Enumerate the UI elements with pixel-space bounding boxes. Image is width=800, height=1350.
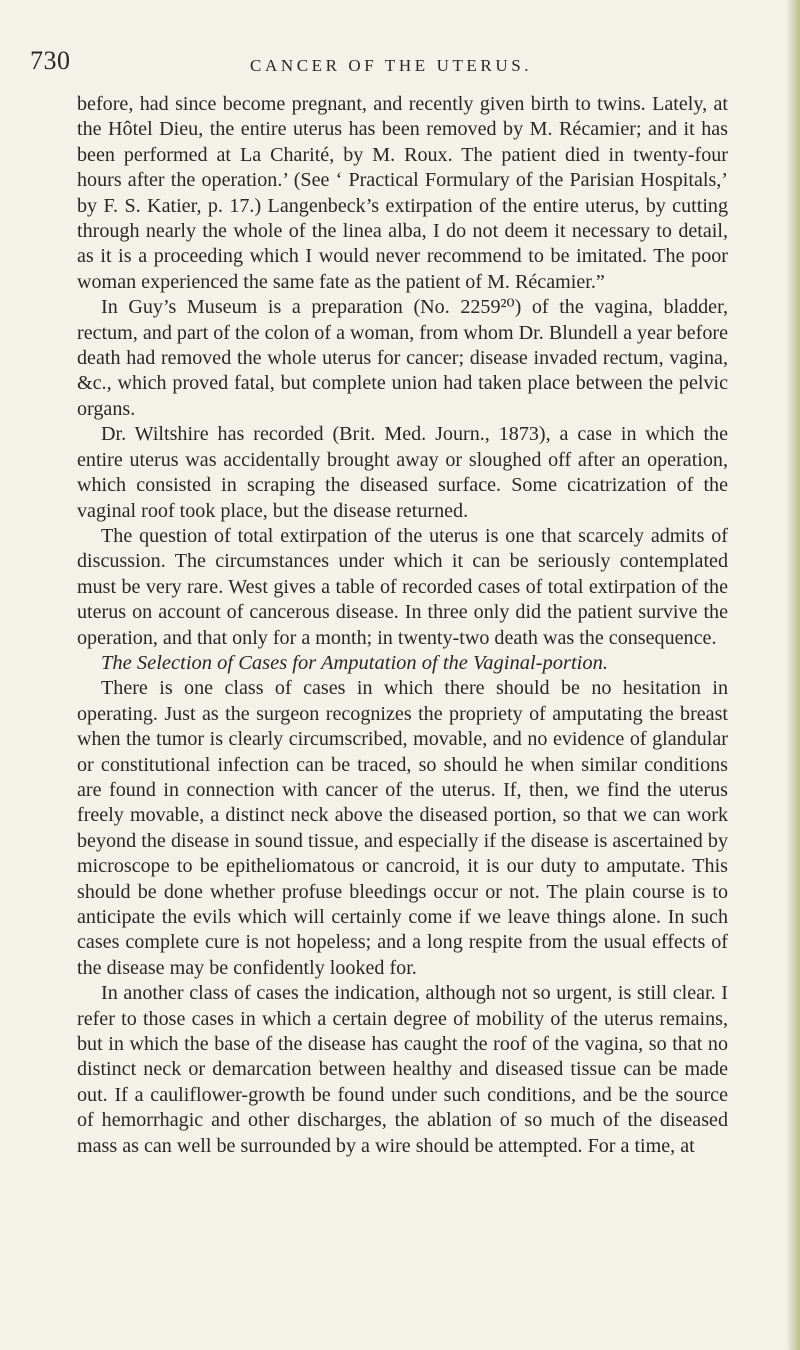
- running-head: CANCER OF THE UTERUS.: [250, 56, 533, 75]
- paragraph: In another class of cases the indication, although not so urgent, is still clear. I refer to those cases in which a certain degree of mobility of the uterus remains, but in which the base of the disease has caught the roof of the vagina, so that no distinct neck or demarcation between healthy and diseased tissue can be made out. If a cauliflower-growth be found under such conditions, and be the source of hemorrhagic and other discharges, the ablation of so much of the diseased mass as can well be surrounded by a wire should be attempted. For a time, at: [77, 982, 728, 1157]
- body-text: [77, 92, 728, 1159]
- page-number: 730: [30, 46, 71, 75]
- paragraph: The question of total extirpation of the uterus is one that scarcely admits of discussion. The circumstances under which it can be seriously contemplated must be very rare. West gives a table of recorded cases of total extirpation of the uterus on account of cancerous disease. In three only did the patient survive the operation, and that only for a month; in twenty-two death was the consequence.: [77, 524, 728, 649]
- paragraph: before, had since become pregnant, and recently given birth to twins. Lately, at the Hôtel Dieu, the entire uterus has been removed by M. Récamier; and it has been performed at La Charité, by M. Roux. The patient died in twenty-four hours after the operation.’ (See ‘ Practical Formulary of the Parisian Hospitals,’ by F. S. Katier, p. 17.) Langenbeck’s extirpation of the entire uterus, by cutting through nearly the whole of the linea alba, I do not deem it necessary to detail, as it is a proceeding which I would never recommend to be imitated. The poor woman experienced the same fate as the patient of M. Récamier.”: [77, 93, 728, 293]
- paragraph: Dr. Wiltshire has recorded (Brit. Med. Journ., 1873), a case in which the entire uterus was accidentally brought away or sloughed off after an operation, which consisted in scraping the diseased surface. Some cicatrization of the vaginal roof took place, but the disease returned.: [77, 423, 728, 522]
- paragraph: There is one class of cases in which there should be no hesitation in operating. Just as the surgeon recognizes the propriety of amputating the breast when the tumor is clearly circumscribed, movable, and no evidence of glandular or constitutional infection can be traced, so should he when similar conditions are found in connection with cancer of the uterus. If, then, we find the uterus freely movable, a distinct neck above the diseased portion, so that we can work beyond the disease in sound tissue, and especially if the disease is ascertained by microscope to be epitheliomatous or cancroid, it is our duty to amputate. This should be done whether profuse bleedings occur or not. The plain course is to anticipate the evils which will certainly come if we leave things alone. In such cases complete cure is not hopeless; and a long respite from the usual effects of the disease may be confidently looked for.: [77, 677, 728, 979]
- paragraph: In Guy’s Museum is a preparation (No. 2259²⁰) of the vagina, bladder, rectum, and part of the colon of a woman, from whom Dr. Blundell a year before death had removed the whole uterus for cancer; disease invaded rectum, vagina, &c., which proved fatal, but complete union had taken place between the pelvic organs.: [77, 296, 728, 420]
- section-heading: The Selection of Cases for Amputation of the Vaginal-portion.: [101, 651, 608, 674]
- page-edge: [786, 0, 800, 1350]
- page-header: [30, 46, 770, 86]
